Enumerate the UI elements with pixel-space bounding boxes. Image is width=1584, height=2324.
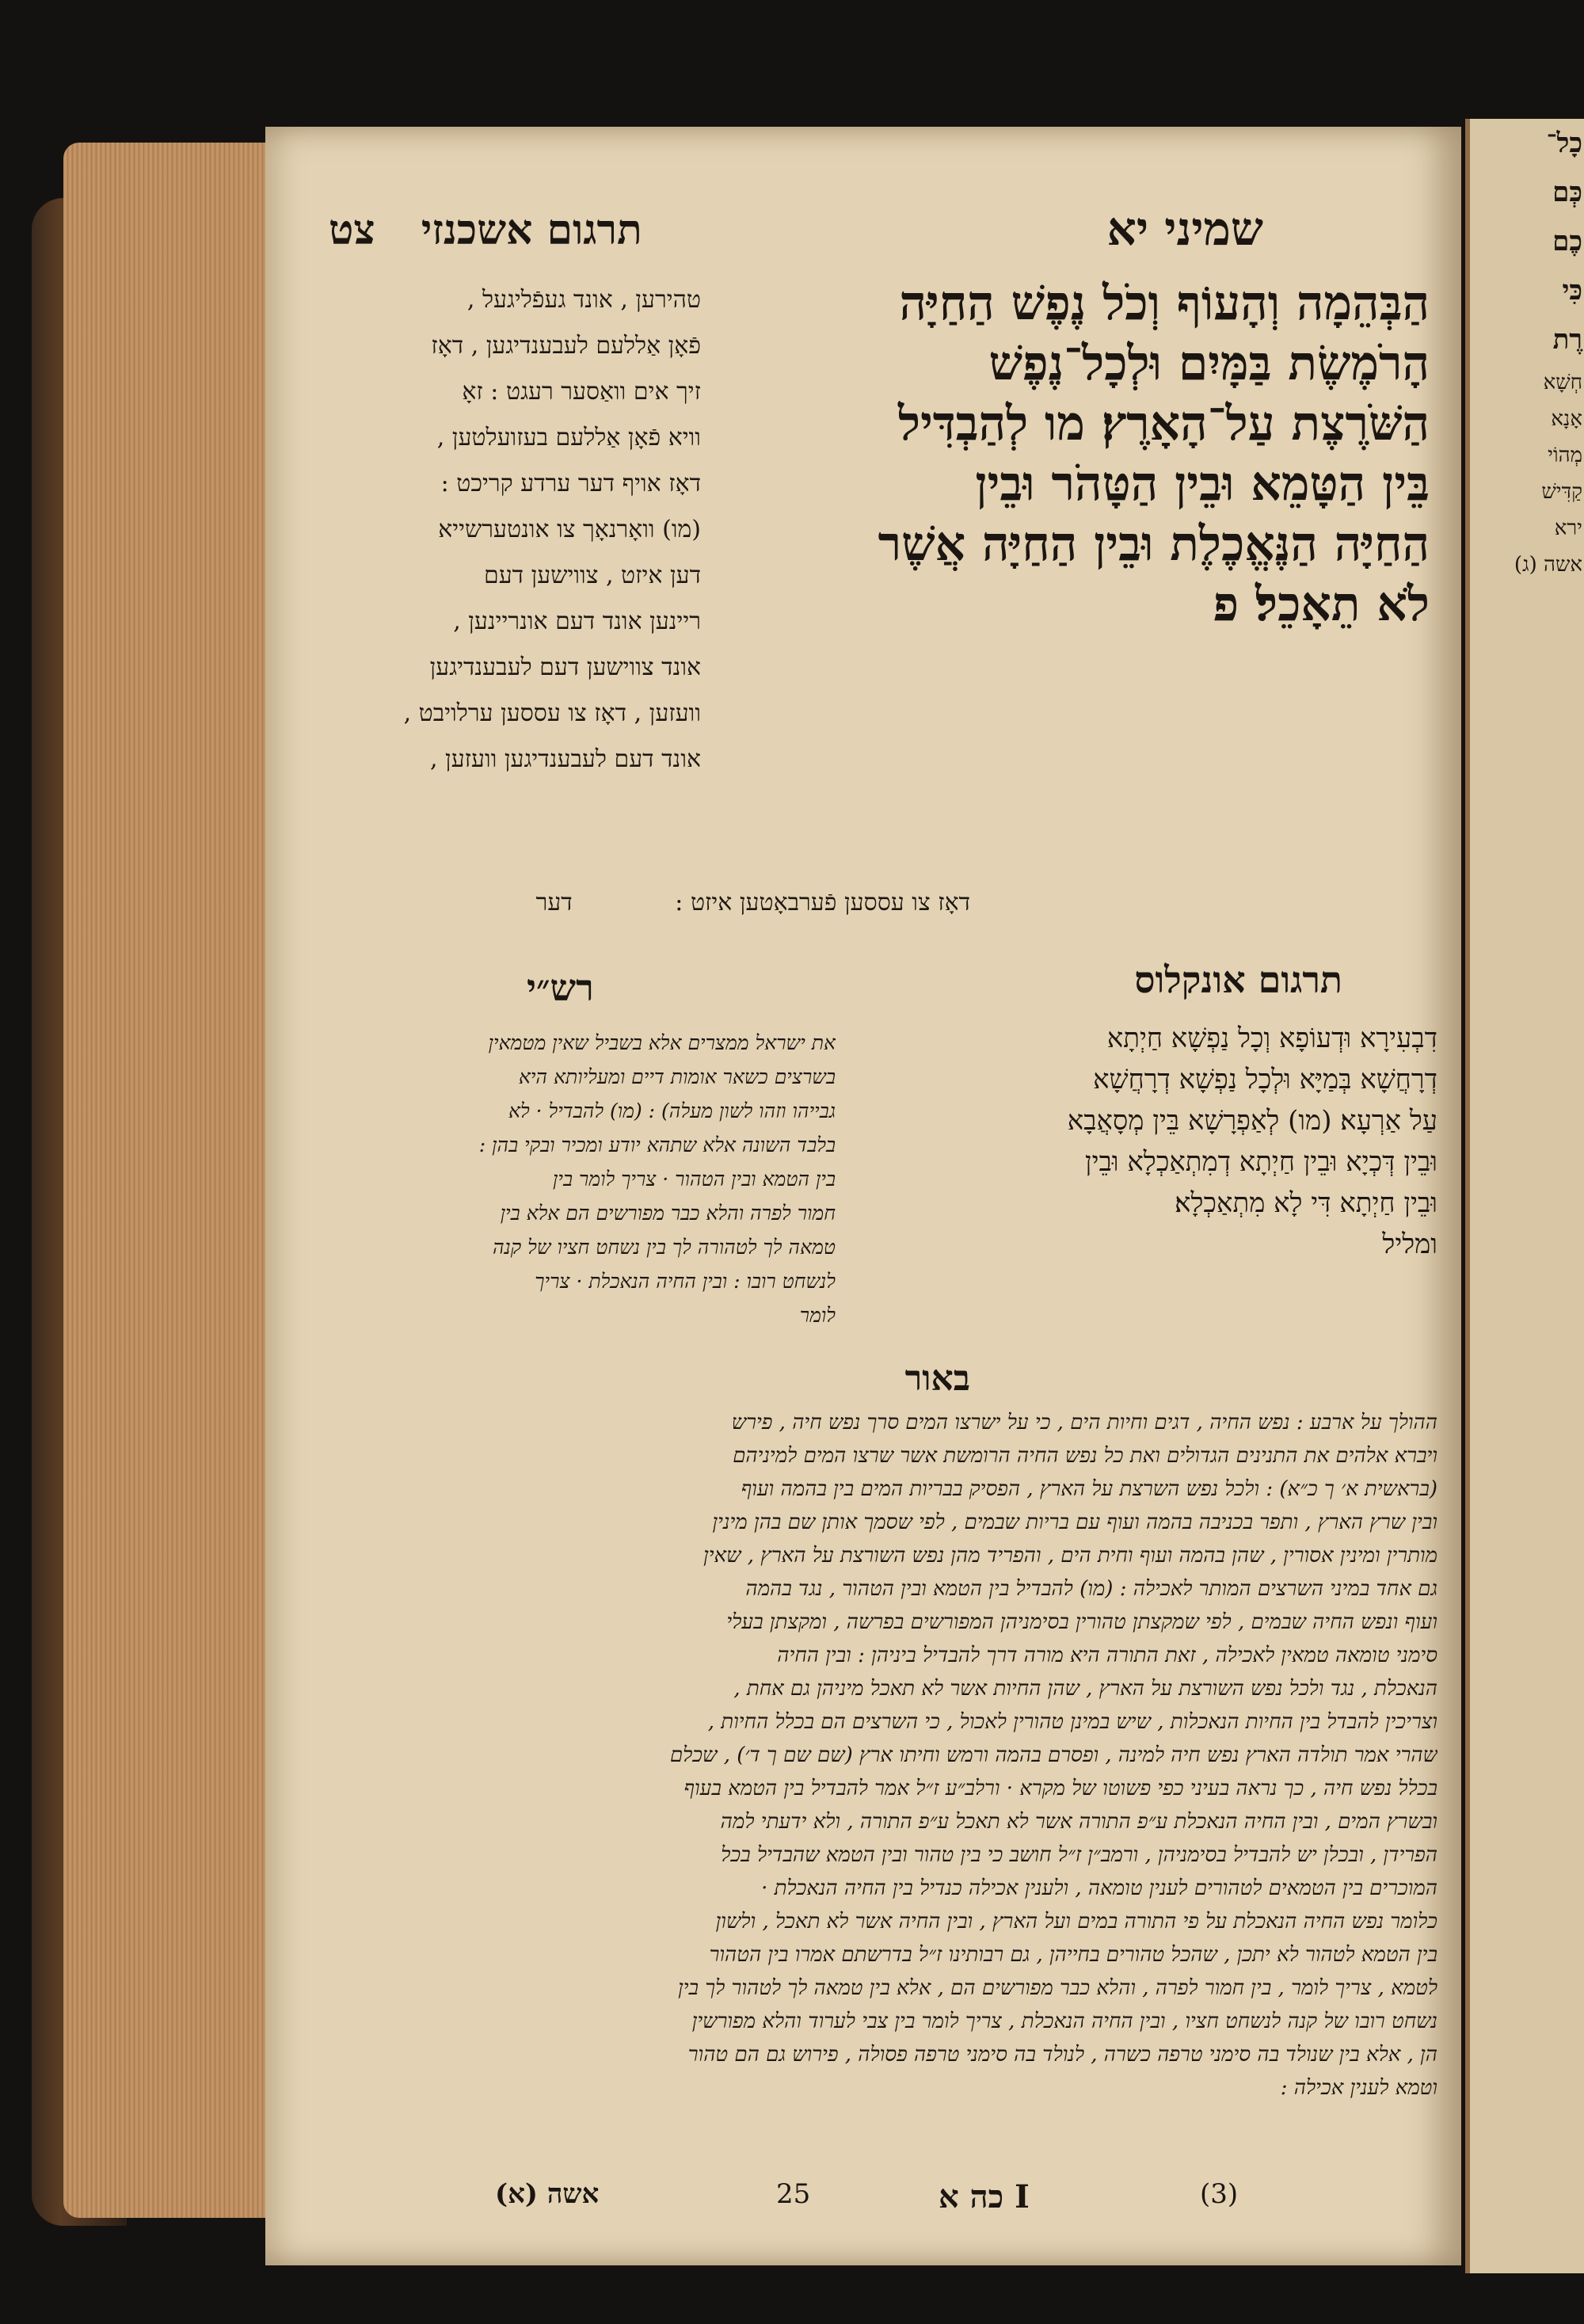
next-page-edge bbox=[1465, 119, 1584, 2273]
onkelos-line: עַל אַרְעָא׃ (מו) לְאַפְרָשָׁא בֵּין מְסָאֲבָא bbox=[1067, 1105, 1437, 1137]
biur-line: לטמא , צריך לומר , בין חמור לפרה , והלא כבר מפורשים הם , אלא בין טמאה לך לטהור לך בין bbox=[678, 1976, 1437, 2000]
biur-line: ובשרץ המים , ובין החיה הנאכלת ע״פ התורה אשר לא תאכל ע״פ התורה , ולא ידעתי למה bbox=[720, 1810, 1437, 1834]
biur-header: באור bbox=[904, 1358, 970, 1399]
biur-line: גם אחד במיני השרצים המותר לאכילה : (מו) להבדיל בין הטמא ובין הטהור , נגד בהמה bbox=[745, 1577, 1437, 1601]
biur-line: הפרידן , ובכלן יש להבדיל בסימניהן , ורמב״ן ז״ל חושב כי בין טהור ובין הטמא שהבדיל בכל bbox=[721, 1843, 1437, 1867]
onkelos-line: דְרָחֲשָׁא בְּמַיָּא וּלְכָל נַפְשָׁא דְרָחֲשָׁא bbox=[1093, 1064, 1437, 1095]
onkelos-text bbox=[931, 1018, 1437, 1265]
biur-line: סימני טומאה טמאין לאכילה , זאת התורה היא מורה דרך להבדיל ביניהן : ובין החיה bbox=[777, 1644, 1437, 1667]
next-page-fragment: כִּי bbox=[1562, 275, 1582, 307]
next-page-fragment: אָנָא bbox=[1551, 407, 1582, 431]
next-page-fragment: כֶם bbox=[1552, 226, 1582, 257]
onkelos-line: דִבְעִירָא וּדְעוֹפָא וְכָל נַפְשָׁא חַיְתָא bbox=[1106, 1023, 1437, 1054]
biur-line: שהרי אמר תולדה הארץ נפש חיה למינה , ופסרם בהמה ורמש וחיתו ארץ (שם שם ך ד׳) , שכלם bbox=[669, 1743, 1437, 1767]
footer-hebrew-text: כה א bbox=[939, 2178, 1004, 2215]
rashi-line: חמור לפרה והלא כבר מפורשים הם אלא בין bbox=[500, 1202, 836, 1225]
torah-line: הָרֹמֶשֶׂת בַּמָּיִם וּלְכָל־נֶפֶשׁ bbox=[988, 336, 1430, 391]
rashi-line: בלבד השונה אלא שתהא יודע ומכיר ובקי בהן : bbox=[478, 1133, 836, 1156]
yiddish-line: (מו) וואָרנאָך צו אונטערשייא bbox=[438, 516, 701, 543]
torah-line: הַשֹּׁרֶצֶת עַל־הָאָרֶץ׃ מו לְהַבְדִּיל bbox=[898, 396, 1430, 451]
rashi-line: בשרצים כשאר אומות דיים ומעליותא היא bbox=[518, 1065, 836, 1088]
book-page bbox=[265, 127, 1461, 2265]
biur-line: ובין שרץ הארץ , ותפר בכניבה בהמה ועוף עם בריות שבמים , לפי שסמך אותן שם בהן מינין bbox=[712, 1511, 1437, 1534]
page-number: צט bbox=[329, 206, 375, 254]
footer-hebrew bbox=[939, 2178, 1030, 2215]
footer-number: 25 bbox=[776, 2178, 811, 2210]
biur-line: וצריכין להבדל בין החיות הנאכלות , שיש במינן טהורין לאכול , כי השרצים הם בכלל החיות , bbox=[707, 1710, 1437, 1734]
footer-mark: I bbox=[1015, 2178, 1030, 2215]
yiddish-line: זיך אים וואַסער רעגט : זאָ bbox=[462, 378, 701, 406]
onkelos-header: תרגום אונקלוס bbox=[1134, 958, 1342, 1001]
yiddish-tail-text: דאָז צו עססען פֿערבאָטען איזט : bbox=[675, 889, 970, 916]
onkelos-line: וּבֵין חַיְתָא דִּי לָא מִתְאַכְלָא׃ bbox=[1175, 1187, 1437, 1219]
page-footer bbox=[265, 2178, 1461, 2226]
rashi-header: רש״י bbox=[527, 966, 594, 1009]
biur-line: המוכרים בין הטמאים לטהורים לענין טומאה , ולענין אכילה כנדיל בין החיה הנאכלת · bbox=[761, 1876, 1437, 1900]
onkelos-line: ומליל bbox=[1382, 1229, 1437, 1260]
rashi-line: טמאה לך לטהורה לך בין נשחט חציו של קנה bbox=[493, 1236, 836, 1259]
yiddish-line: דען איזט , צווישען דעם bbox=[483, 562, 701, 589]
biur-line: ההולך על ארבע : נפש החיה , דגים וחיות הים , כי על ישרצו המים סרך נפש חיה , פירש bbox=[731, 1411, 1437, 1434]
biur-line: מותרין ומינין אסורין , שהן בהמה ועוף וחית הים , והפריד מהן נפש השורצת על הארץ , שאין bbox=[703, 1544, 1437, 1568]
biur-line: הנאכלת , נגד ולכל נפש השורצת על הארץ , שהן החיות אשר לא תאכל מיניהן גם אחת , bbox=[733, 1677, 1437, 1701]
yiddish-line: טהירען , אונד געפֿליגעל , bbox=[466, 286, 701, 314]
biur-text bbox=[313, 1406, 1437, 2105]
catchword: דער bbox=[535, 889, 573, 916]
yiddish-tail-line bbox=[368, 887, 970, 919]
biur-line: (בראשית א׳ ך כ״א) : ולכל נפש השרצת על הארץ , הפסיק בבריות המים בין בהמה ועוף bbox=[741, 1477, 1437, 1501]
yiddish-line: ריינען אונד דעם אונריינען , bbox=[453, 608, 701, 635]
rashi-text bbox=[329, 1026, 836, 1332]
next-page-fragment: רֶת bbox=[1552, 324, 1582, 356]
biur-line: בכלל נפש חיה , כך נראה בעיני כפי פשוטו של מקרא · ורלב״ע ז״ל אמר להבדיל בין הטמא בעוף bbox=[683, 1777, 1437, 1800]
targum-ashkenazi-title: תרגום אשכנזי bbox=[421, 206, 642, 254]
rashi-line: גבייהו וזהו לשון מעלה) : (מו) להבדיל · לא bbox=[508, 1099, 836, 1122]
biur-line: ויברא אלהים את התנינים הגדולים ואת כל נפש החיה הרומשת אשר שרצו המים למיניהם bbox=[733, 1444, 1437, 1468]
biur-line: כלומר נפש החיה הנאכלת על פי התורה במים ועל הארץ , ובין החיה אשר לא תאכל , ולשון bbox=[715, 1910, 1437, 1933]
next-page-fragment: חְשָׁא bbox=[1543, 371, 1582, 394]
yiddish-line: פֿאָן אַללעם לעבענדיגען , דאָז bbox=[431, 332, 701, 360]
rashi-line: בין הטמא ובין הטהור · צריך לומר בין bbox=[553, 1168, 836, 1191]
torah-line: הַחַיָּה הַנֶּאֱכֶלֶת וּבֵין הַחַיָּה אֲשֶׁר bbox=[878, 516, 1430, 572]
biur-line: הן , אלא בין שנולד בה סימני טרפה כשרה , לנולד בה סימני טרפה פסולה , פירוש גם הם טהור bbox=[687, 2043, 1437, 2067]
onkelos-line: וּבֵין דְּכְיָא וּבֵין חַיְתָא דְמִתְאַכְלָא וּבֵין bbox=[1084, 1146, 1437, 1178]
next-page-fragment: כְּם bbox=[1552, 177, 1582, 208]
next-page-fragment: מְהוֹי bbox=[1548, 444, 1582, 467]
yiddish-line: וויא פֿאָן אַללעם בעזועלטען , bbox=[436, 424, 701, 451]
biur-line: נשחט רובו של קנה לנשחט חציו , ובין החיה הנאכלת , צריך לומר בין צבי לערוד והלא מפורשין bbox=[691, 2010, 1437, 2033]
yiddish-line: וועזען , דאָז צו עססען ערלויבט , bbox=[403, 699, 701, 727]
yiddish-translation bbox=[329, 277, 701, 783]
yiddish-line: אונד צווישען דעם לעבענדיגען bbox=[429, 653, 701, 681]
next-page-fragment: כָל־ bbox=[1546, 128, 1582, 159]
next-page-fragment: קַדִּישׁ bbox=[1541, 480, 1582, 504]
targum-ashkenazi-header bbox=[329, 206, 642, 254]
torah-line: לֹא תֵאָכֵל׃ פ bbox=[1213, 577, 1430, 632]
biur-line: וטמא לענין אכילה : bbox=[1280, 2076, 1437, 2100]
torah-line: הַבְּהֵמָה וְהָעוֹף וְכֹל נֶפֶשׁ הַחַיָּה bbox=[899, 276, 1430, 331]
biur-line: ועוף ונפש החיה שבמים , לפי שמקצתן טהורין בסימניהן המפורשים בפרשה , ומקצתן בעלי bbox=[726, 1610, 1437, 1634]
next-page-fragment: ירא bbox=[1554, 516, 1582, 540]
parasha-header: שמיני יא bbox=[1106, 202, 1263, 256]
biur-line: בין הטמא לטהור לא יתכן , שהכל טהורים בחייהן , גם רבותינו ז״ל בדרשתם אמרו בין הטהור bbox=[709, 1943, 1437, 1967]
rashi-line: לומר bbox=[799, 1304, 836, 1327]
footer-marker: (3) bbox=[1200, 2178, 1239, 2210]
signature-mark: אשה (א) bbox=[495, 2178, 600, 2210]
rashi-line: את ישראל ממצרים אלא בשביל שאין מטמאין bbox=[488, 1031, 836, 1054]
rashi-line: לנשחט רובו : ובין החיה הנאכלת · צריך bbox=[535, 1270, 836, 1293]
page-edges bbox=[63, 143, 269, 2218]
yiddish-line: דאָז אויף דער ערדע קריכט : bbox=[440, 470, 701, 497]
torah-line: בֵּין הַטָּמֵא וּבֵין הַטָּהֹר וּבֵין bbox=[975, 456, 1430, 512]
next-page-fragment: אשה (ג) bbox=[1514, 553, 1582, 577]
torah-text bbox=[828, 273, 1430, 634]
yiddish-line: אונד דעם לעבענדיגען וועזען , bbox=[429, 745, 701, 773]
